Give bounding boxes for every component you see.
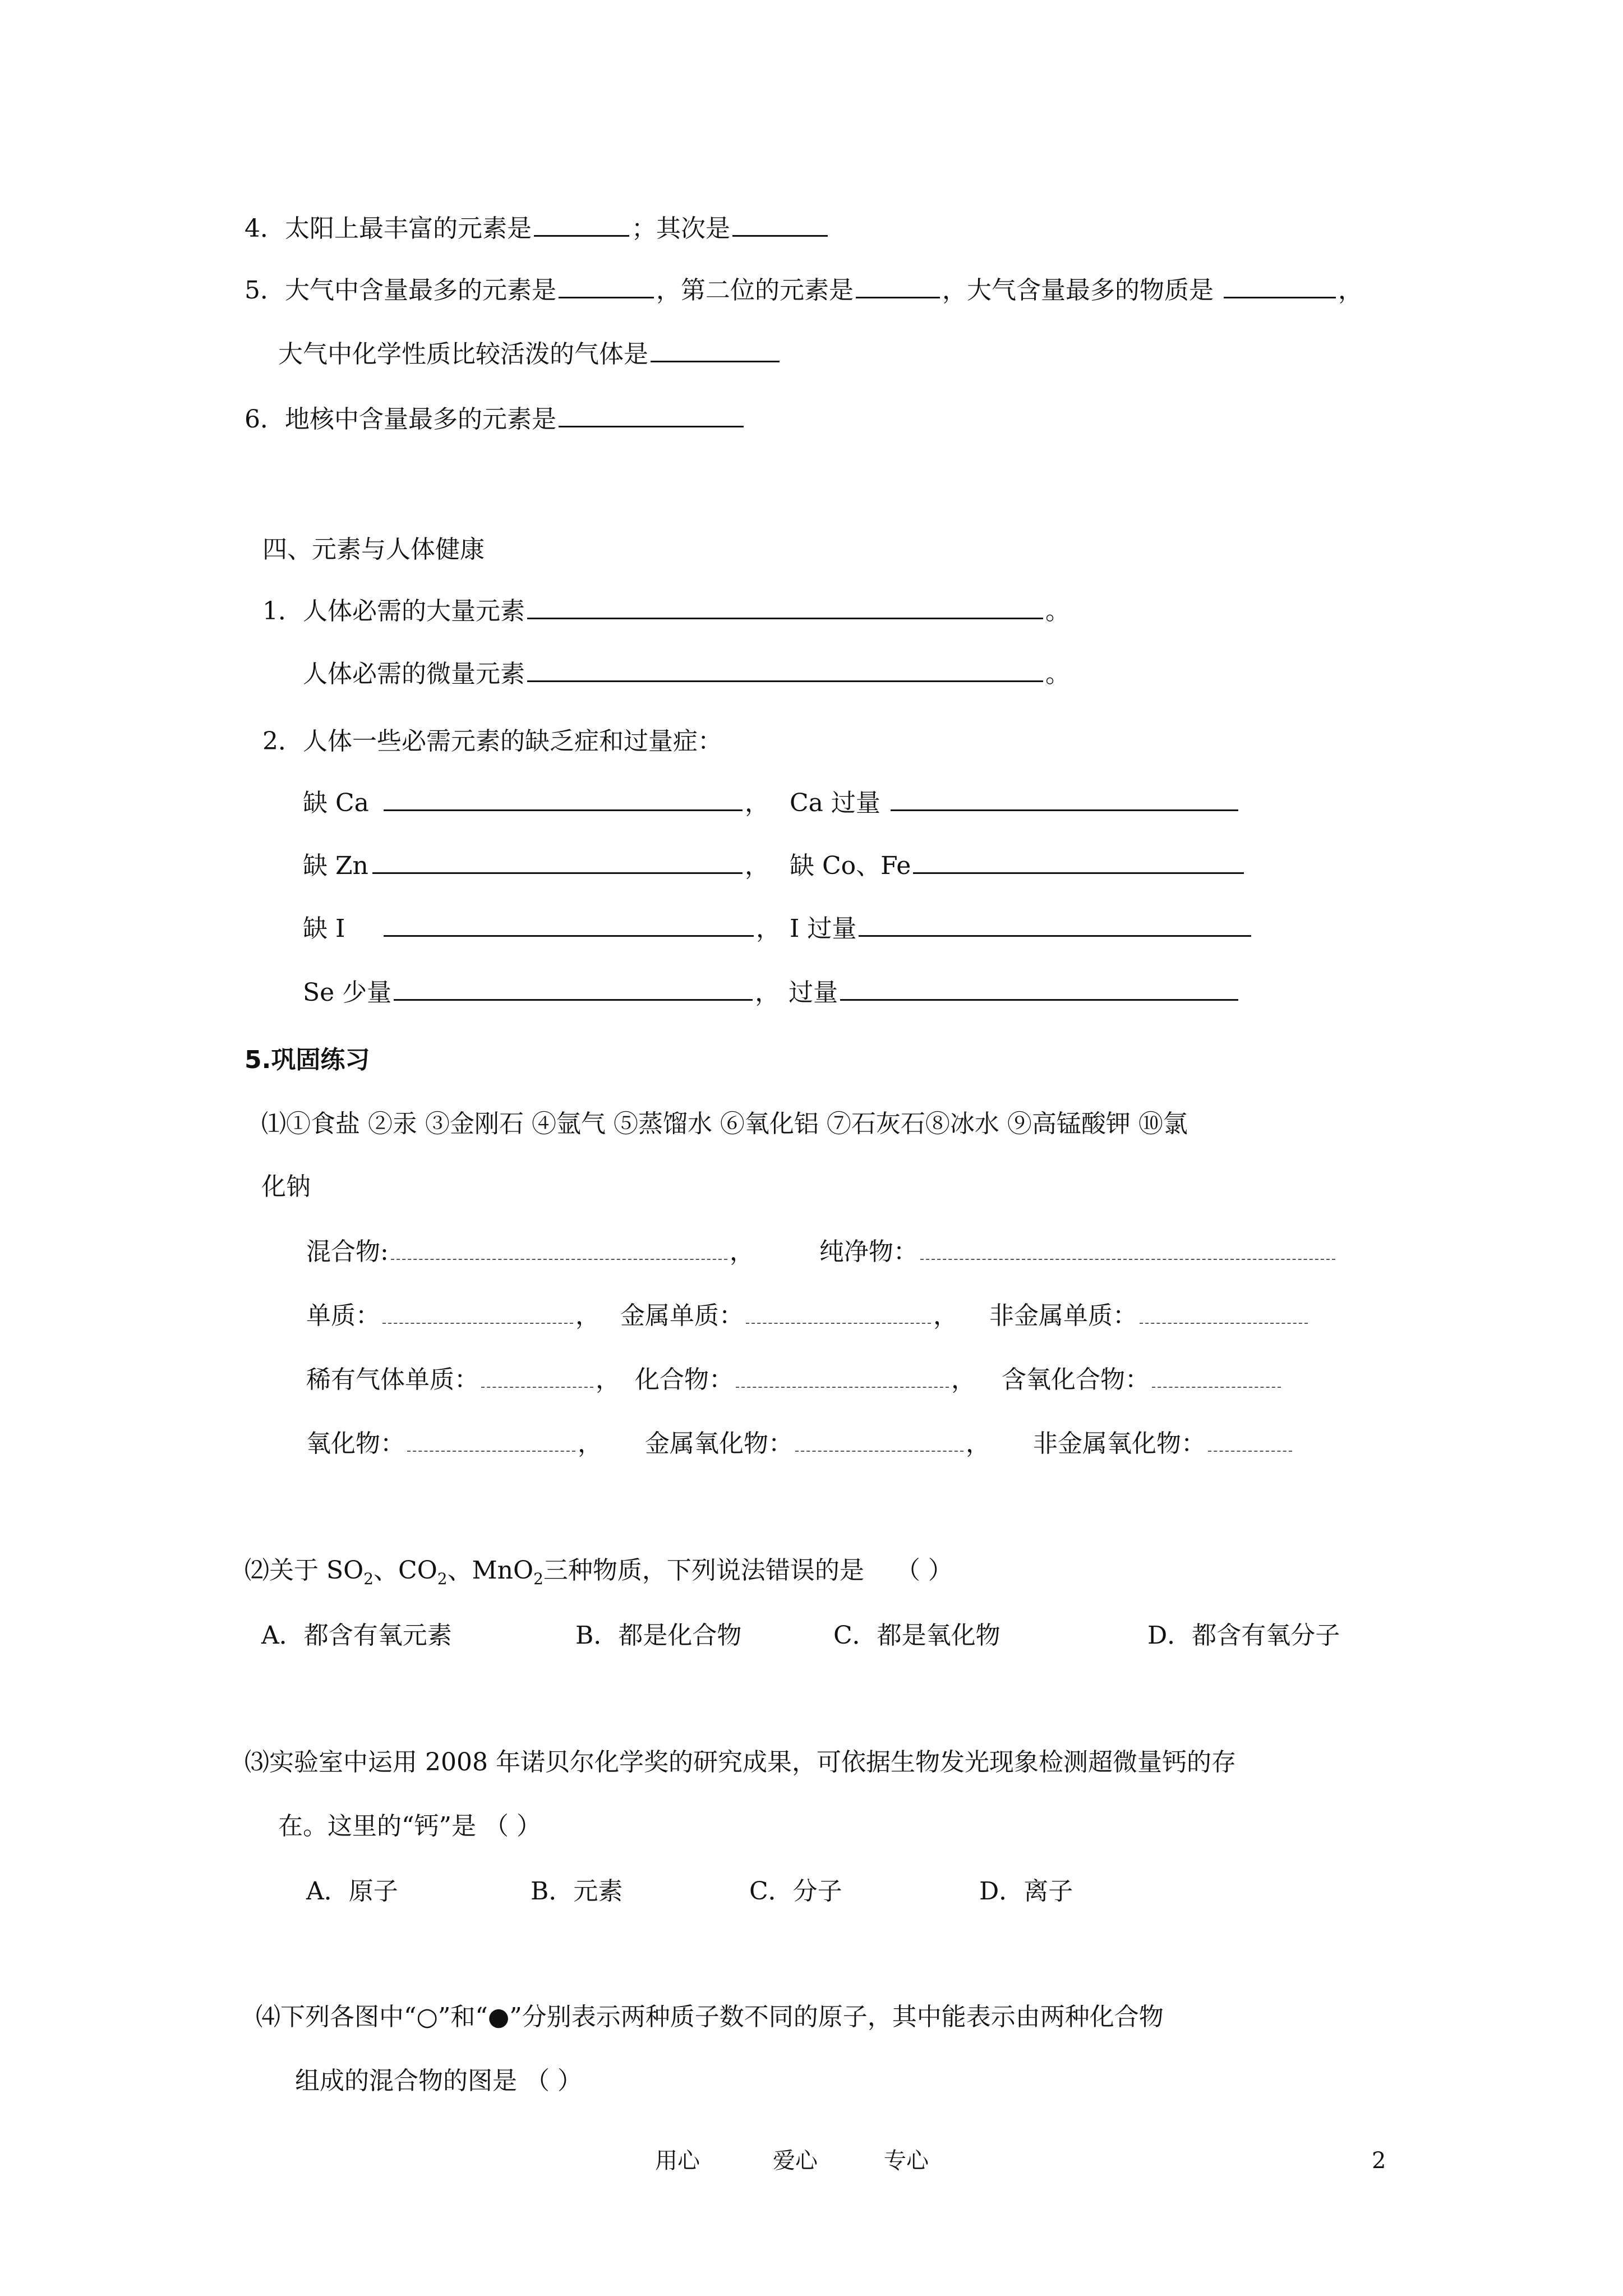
option-b[interactable]: B．都是化合物	[575, 1621, 742, 1650]
answer-blank[interactable]	[384, 787, 743, 811]
page-number: 2	[1372, 2148, 1386, 2174]
answer-blank[interactable]	[382, 1300, 573, 1324]
deficiency-row: 缺 Zn ， 缺 Co、Fe	[303, 849, 1246, 883]
answer-paren[interactable]: （ ）	[895, 1556, 953, 1585]
section-4-q1: 1．人体必需的大量元素 。	[262, 595, 1070, 628]
answer-blank[interactable]	[394, 977, 753, 1001]
answer-blank[interactable]	[1208, 1428, 1292, 1452]
section-4-q1-trace: 人体必需的微量元素 。	[303, 657, 1070, 691]
answer-blank[interactable]	[559, 403, 744, 427]
practice-3-line2: 在。这里的“钙”是 （ ）	[278, 1812, 541, 1841]
answer-blank[interactable]	[920, 1236, 1335, 1260]
practice-3-line1: ⑶实验室中运用 2008 年诺贝尔化学奖的研究成果，可依据生物发光现象检测超微量钙的存	[245, 1748, 1236, 1777]
answer-blank[interactable]	[859, 913, 1251, 937]
question-4: 4．太阳上最丰富的元素是 ；其次是	[245, 212, 830, 246]
option-d[interactable]: D．离子	[979, 1877, 1073, 1906]
classify-row: 混合物: ， 纯净物：	[306, 1235, 1338, 1269]
answer-blank[interactable]	[732, 213, 828, 237]
classify-row: 单质： ， 金属单质： ， 非金属单质：	[306, 1299, 1310, 1333]
answer-blank[interactable]	[795, 1428, 963, 1452]
practice-1-line2: 化钠	[261, 1172, 311, 1201]
section-4-title: 四、元素与人体健康	[262, 535, 485, 564]
practice-4-line2: 组成的混合物的图是 （ ）	[295, 2067, 582, 2095]
question-6: 6．地核中含量最多的元素是	[245, 403, 746, 436]
answer-blank[interactable]	[913, 850, 1244, 874]
answer-blank[interactable]	[1140, 1300, 1308, 1324]
answer-blank[interactable]	[746, 1300, 931, 1324]
answer-blank[interactable]	[527, 595, 1043, 619]
section-5-title: 5.巩固练习	[245, 1046, 370, 1074]
answer-blank[interactable]	[559, 274, 654, 298]
question-5: 5．大气中含量最多的元素是 ，第二位的元素是 ，大气含量最多的物质是 ，	[245, 274, 1363, 307]
practice-1-line1: ⑴①食盐 ②汞 ③金刚石 ④氩气 ⑤蒸馏水 ⑥氧化铝 ⑦石灰石⑧冰水 ⑨高锰酸钾 ⑩氯	[261, 1110, 1188, 1138]
answer-blank[interactable]	[391, 1236, 727, 1260]
answer-blank[interactable]	[527, 658, 1043, 682]
deficiency-row: 缺 I ， I 过量	[303, 912, 1253, 946]
answer-blank[interactable]	[840, 977, 1238, 1001]
answer-blank[interactable]	[384, 913, 754, 937]
question-5-line2: 大气中化学性质比较活泼的气体是	[278, 338, 782, 371]
footer-word: 用心	[655, 2148, 700, 2174]
footer-word: 爱心	[773, 2148, 818, 2174]
option-a[interactable]: A．都含有氧元素	[261, 1621, 452, 1650]
deficiency-row: Se 少量 ， 过量	[303, 976, 1241, 1010]
footer-word: 专心	[884, 2148, 929, 2174]
practice-4-line1: ⑷下列各图中“○”和“●”分别表示两种质子数不同的原子，其中能表示由两种化合物	[256, 2003, 1164, 2031]
practice-3-options	[306, 1875, 1073, 1908]
section-4-q2: 2．人体一些必需元素的缺乏症和过量症：	[262, 727, 722, 756]
option-b[interactable]: B．元素	[531, 1877, 623, 1906]
option-a[interactable]: A．原子	[306, 1877, 398, 1906]
answer-blank[interactable]	[1152, 1364, 1281, 1388]
classify-row: 稀有气体单质： ， 化合物： ， 含氧化合物：	[306, 1363, 1283, 1397]
answer-blank[interactable]	[534, 213, 629, 237]
deficiency-row: 缺 Ca ， Ca 过量	[303, 786, 1241, 820]
answer-blank[interactable]	[736, 1364, 949, 1388]
practice-2-options	[261, 1619, 1340, 1653]
answer-blank[interactable]	[856, 274, 940, 298]
answer-blank[interactable]	[481, 1364, 593, 1388]
answer-blank[interactable]	[891, 787, 1238, 811]
practice-2-stem: ⑵关于 $SO_2$、$CO_2$、MnO$_2$三种物质，下列说法错误的是 （ ）	[245, 1556, 953, 1588]
answer-blank[interactable]	[1224, 274, 1336, 298]
option-c[interactable]: C．都是氧化物	[833, 1621, 1000, 1650]
option-d[interactable]: D．都含有氧分子	[1147, 1621, 1340, 1650]
answer-blank[interactable]	[651, 338, 780, 362]
classify-row: 氧化物： ， 金属氧化物： ， 非金属氧化物：	[306, 1427, 1294, 1461]
answer-blank[interactable]	[372, 850, 743, 874]
option-c[interactable]: C．分子	[749, 1877, 842, 1906]
answer-blank[interactable]	[407, 1428, 575, 1452]
